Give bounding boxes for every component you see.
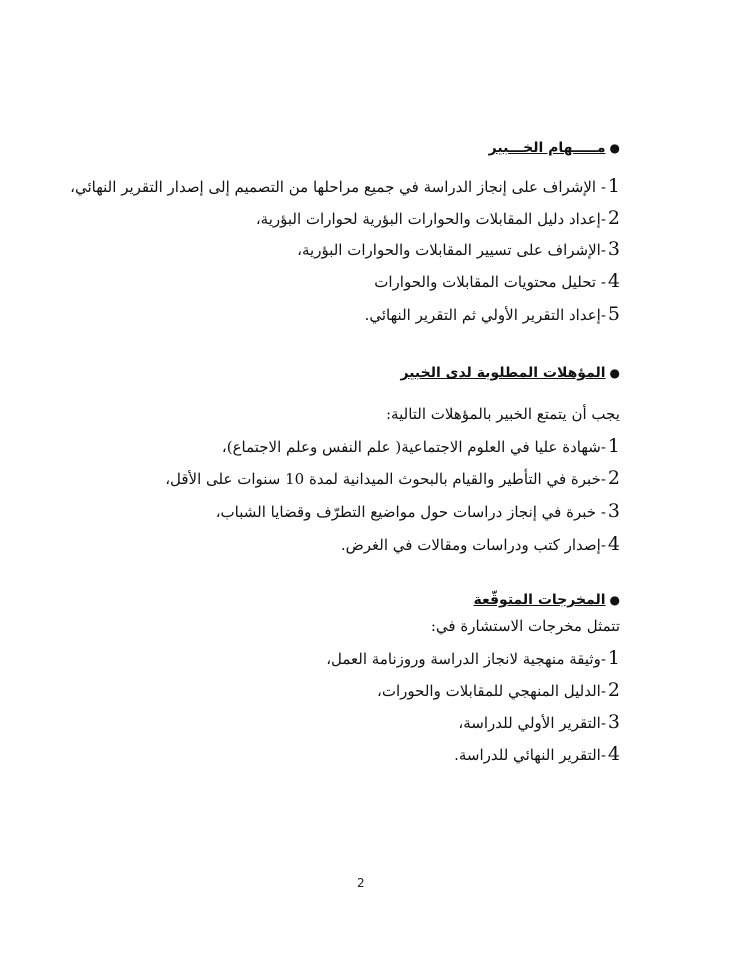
item-number: 1 [607,175,620,197]
item-text: - تحليل محتويات المقابلات والحوارات [374,273,606,291]
list-item [377,680,620,701]
item-number: 3 [607,711,620,733]
item-text: -إصدار كتب ودراسات ومقالات في الغرض. [340,536,606,554]
item-text: -إعداد دليل المقابلات والحوارات البؤرية لحوارات البؤرية، [255,210,606,228]
list-item [297,239,620,260]
section-title: المخرجات المتوقّعة [473,592,606,608]
item-number: 3 [607,238,620,260]
item-number: 3 [607,500,620,522]
list-item [374,271,620,292]
item-number: 4 [607,743,620,765]
list-item [458,712,620,733]
item-number: 1 [607,435,620,457]
list-item [454,744,620,765]
list-item [70,176,620,197]
item-number: 4 [607,270,620,292]
section-title: المؤهلات المطلوبة لدى الخبير [400,365,606,381]
bullet-icon: ● [609,366,620,380]
section-heading-expected-outputs [473,592,620,608]
item-text: -وثيقة منهجية لانجاز الدراسة وروزنامة العمل، [326,650,606,668]
list-item [216,501,620,522]
item-text: - خبرة في إنجاز دراسات حول مواضيع التطرّف وقضايا الشباب، [215,503,606,521]
item-text: -إعداد التقرير الأولي ثم التقرير النهائي. [364,306,606,324]
list-item [326,648,620,669]
section-title: مـــــهام الخـــبير [488,140,606,156]
item-number: 5 [607,303,620,325]
item-text: -شهادة عليا في العلوم الاجتماعية( علم النفس وعلم الاجتماع)، [221,438,606,456]
page-number: 2 [357,876,365,890]
item-text: -التقرير الأولي للدراسة، [458,714,606,732]
bullet-icon: ● [609,593,620,607]
bullet-icon: ● [609,141,620,155]
list-item [365,304,620,325]
list-item [256,208,620,229]
item-number: 2 [607,207,620,229]
section-heading-qualifications [400,365,620,381]
list-item [222,436,620,457]
list-item [165,468,620,489]
item-number: 2 [607,467,620,489]
item-text: - الإشراف على إنجاز الدراسة في جميع مراحلها من التصميم إلى إصدار التقرير النهائي، [70,178,606,196]
section-intro: يجب أن يتمتع الخبير بالمؤهلات التالية: [386,405,620,423]
list-item [341,534,620,555]
item-text: -الإشراف على تسيير المقابلات والحوارات البؤرية، [297,241,606,259]
item-number: 4 [607,533,620,555]
item-number: 1 [607,647,620,669]
item-text: -التقرير النهائي للدراسة. [454,746,606,764]
section-heading-expert-tasks [489,140,620,156]
item-text: -خبرة في التأطير والقيام بالبحوث الميدانية لمدة 10 سنوات على الأقل، [165,470,606,488]
item-text: -الدليل المنهجي للمقابلات والحورات، [377,682,606,700]
item-number: 2 [607,679,620,701]
section-intro: تتمثل مخرجات الاستشارة في: [430,617,620,635]
